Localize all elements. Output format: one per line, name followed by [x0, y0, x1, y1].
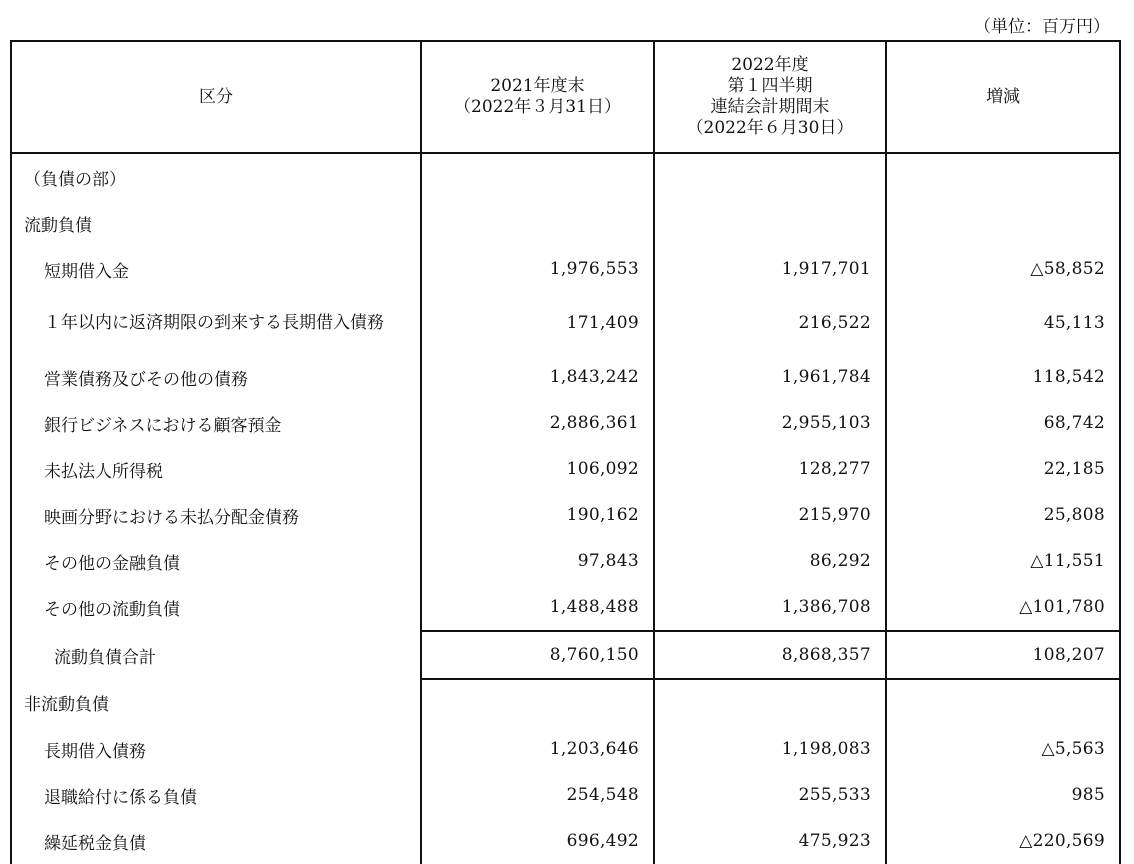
value-change [886, 679, 1120, 726]
unit-label: （単位：百万円） [974, 17, 1110, 37]
value-fy2022-q1-end: 2,955,103 [654, 400, 886, 446]
table-row [11, 400, 1120, 446]
value-fy2021-end: 1,488,488 [421, 584, 654, 631]
value-fy2022-q1-end: 8,868,357 [654, 631, 886, 679]
value-change: 45,113 [886, 292, 1120, 354]
value-fy2022-q1-end [654, 200, 886, 246]
header-row [11, 41, 1120, 153]
value-change: 68,742 [886, 400, 1120, 446]
value-fy2021-end [421, 200, 654, 246]
value-fy2021-end: 254,548 [421, 772, 654, 818]
header-fy2021-end: 2021年度末 （2022年３月31日） [421, 41, 654, 153]
value-fy2022-q1-end: 1,961,784 [654, 354, 886, 400]
table-row [11, 354, 1120, 400]
value-fy2022-q1-end: 1,386,708 [654, 584, 886, 631]
value-fy2021-end: 1,843,242 [421, 354, 654, 400]
value-change: △5,563 [886, 726, 1120, 772]
value-change: 25,808 [886, 492, 1120, 538]
value-fy2021-end: 8,760,150 [421, 631, 654, 679]
row-label: 流動負債合計 [11, 631, 421, 679]
row-label: 退職給付に係る負債 [11, 772, 421, 818]
value-fy2021-end: 190,162 [421, 492, 654, 538]
value-change [886, 200, 1120, 246]
row-label: 営業債務及びその他の債務 [11, 354, 421, 400]
table-row [11, 246, 1120, 292]
value-change: 118,542 [886, 354, 1120, 400]
value-change: 108,207 [886, 631, 1120, 679]
value-change: △101,780 [886, 584, 1120, 631]
section-row [11, 679, 1120, 726]
value-fy2022-q1-end: 255,533 [654, 772, 886, 818]
table-row [11, 772, 1120, 818]
value-change: △11,551 [886, 538, 1120, 584]
row-label: その他の流動負債 [11, 584, 421, 631]
row-label: 短期借入金 [11, 246, 421, 292]
value-change: 22,185 [886, 446, 1120, 492]
table-row [11, 726, 1120, 772]
value-fy2021-end: 2,886,361 [421, 400, 654, 446]
value-fy2021-end: 97,843 [421, 538, 654, 584]
table-row [11, 538, 1120, 584]
section-row [11, 200, 1120, 246]
value-fy2022-q1-end [654, 153, 886, 200]
value-fy2022-q1-end [654, 679, 886, 726]
value-fy2021-end: 171,409 [421, 292, 654, 354]
table-row [11, 818, 1120, 864]
row-label: 流動負債 [11, 200, 421, 246]
section-row [11, 153, 1120, 200]
value-change: △220,569 [886, 818, 1120, 864]
row-label: その他の金融負債 [11, 538, 421, 584]
value-fy2022-q1-end: 1,198,083 [654, 726, 886, 772]
table-row [11, 492, 1120, 538]
value-fy2021-end [421, 153, 654, 200]
value-fy2022-q1-end: 1,917,701 [654, 246, 886, 292]
table-row [11, 446, 1120, 492]
value-fy2021-end: 1,203,646 [421, 726, 654, 772]
value-fy2022-q1-end: 475,923 [654, 818, 886, 864]
header-fy2022-q1-end: 2022年度 第１四半期 連結会計期間末 （2022年６月30日） [654, 41, 886, 153]
header-change: 増減 [886, 41, 1120, 153]
row-label: 映画分野における未払分配金債務 [11, 492, 421, 538]
row-label: １年以内に返済期限の到来する長期借入債務 [11, 292, 421, 354]
row-label: （負債の部） [11, 153, 421, 200]
row-label: 繰延税金負債 [11, 818, 421, 864]
value-fy2022-q1-end: 216,522 [654, 292, 886, 354]
value-fy2022-q1-end: 128,277 [654, 446, 886, 492]
value-fy2021-end: 106,092 [421, 446, 654, 492]
value-fy2021-end: 1,976,553 [421, 246, 654, 292]
value-change [886, 153, 1120, 200]
value-fy2021-end: 696,492 [421, 818, 654, 864]
table-row [11, 292, 1120, 354]
row-label: 非流動負債 [11, 679, 421, 726]
row-label: 未払法人所得税 [11, 446, 421, 492]
value-fy2022-q1-end: 215,970 [654, 492, 886, 538]
liabilities-table [10, 40, 1121, 864]
value-fy2022-q1-end: 86,292 [654, 538, 886, 584]
row-label: 長期借入債務 [11, 726, 421, 772]
table-row [11, 584, 1120, 631]
value-change: △58,852 [886, 246, 1120, 292]
header-category: 区分 [11, 41, 421, 153]
total-row [11, 631, 1120, 679]
value-change: 985 [886, 772, 1120, 818]
row-label: 銀行ビジネスにおける顧客預金 [11, 400, 421, 446]
value-fy2021-end [421, 679, 654, 726]
